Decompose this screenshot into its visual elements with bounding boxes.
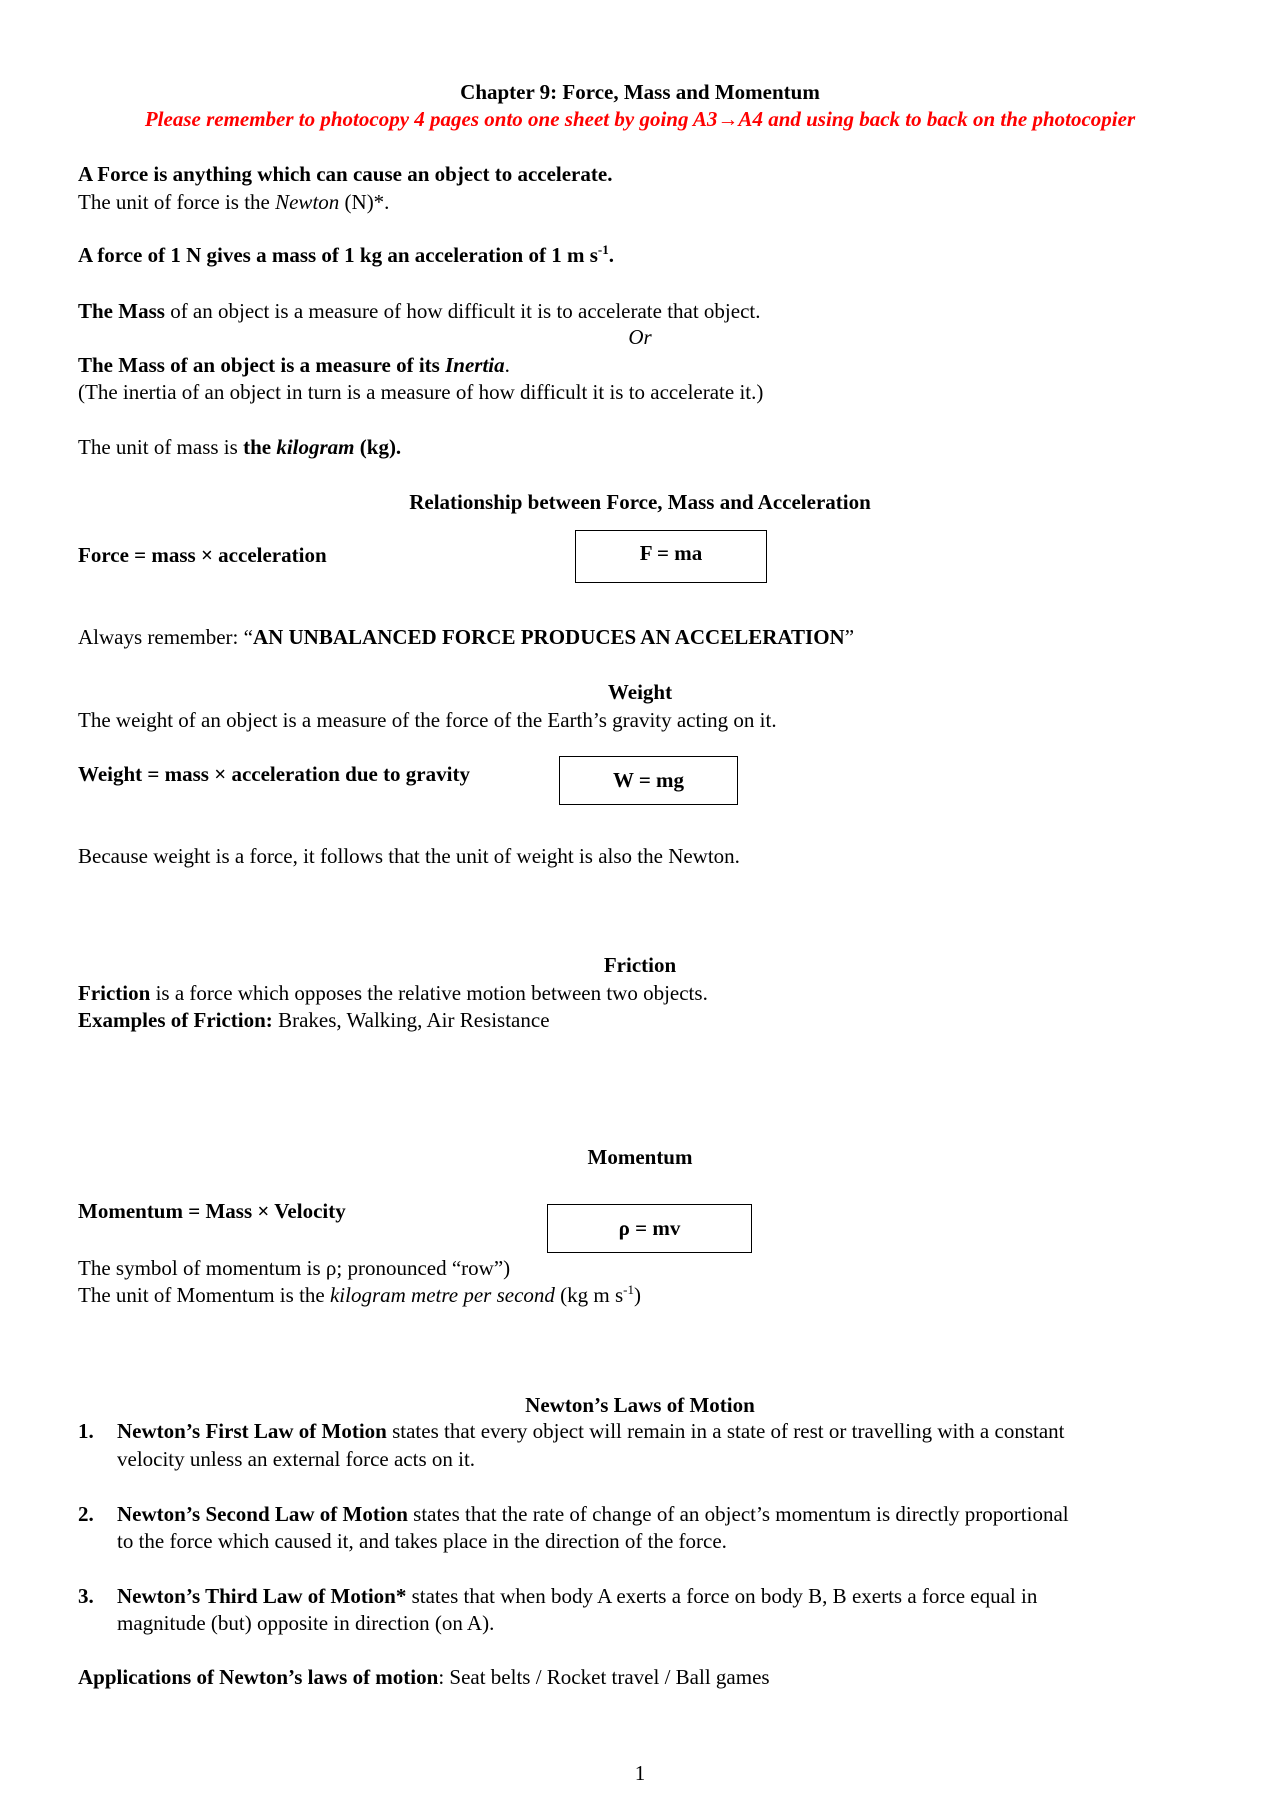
weight-unit: Because weight is a force, it follows that the unit of weight is also the Newton. [78,844,740,868]
friction-definition: Friction is a force which opposes the relative motion between two objects. [78,981,708,1005]
friction-examples: Examples of Friction: Brakes, Walking, Air Resistance [78,1008,550,1032]
momentum-unit: The unit of Momentum is the kilogram metre per second (kg m $s^{-1}$) [78,1282,641,1307]
relationship-heading: Relationship between Force, Mass and Acceleration [409,490,871,514]
force-definition: A Force is anything which can cause an object to accelerate. [78,162,613,186]
momentum-equation-text: Momentum = Mass × Velocity [78,1199,346,1223]
weight-equation-text: Weight = mass × acceleration due to gravity [78,762,470,786]
force-unit: The unit of force is the Newton (N)*. [78,190,390,214]
remember-text: Always remember: “AN UNBALANCED FORCE PRODUCES AN ACCELERATION” [78,625,855,649]
page-number: 1 [634,1761,646,1785]
photocopy-notice: Please remember to photocopy 4 pages onto one sheet by going A3→A4 and using back to back on the photocopier [144,107,1136,131]
force-equation-box: F = ma [575,530,767,583]
laws-heading: Newton’s Laws of Motion [525,1393,755,1417]
force-equation-text: Force = mass × acceleration [78,543,327,567]
momentum-heading: Momentum [587,1145,693,1169]
inertia-note: (The inertia of an object in turn is a measure of how difficult it is to accelerate it.) [78,380,764,404]
weight-heading: Weight [607,680,673,704]
page-title: Chapter 9: Force, Mass and Momentum [460,80,820,104]
mass-definition: The Mass of an object is a measure of how difficult it is to accelerate that object. [78,299,761,323]
weight-definition: The weight of an object is a measure of the force of the Earth’s gravity acting on it. [78,708,777,732]
mass-inertia: The Mass of an object is a measure of its Inertia. [78,353,510,377]
momentum-equation-box: ρ = mv [547,1204,752,1253]
one-newton-definition: A force of 1 N gives a mass of 1 kg an acceleration of 1 m $s^{-1}$. [78,242,614,267]
laws-applications: Applications of Newton’s laws of motion: Seat belts / Rocket travel / Ball games [78,1665,770,1689]
friction-heading: Friction [603,953,677,977]
momentum-symbol: The symbol of momentum is ρ; pronounced “row”) [78,1256,511,1280]
weight-equation-box: W = mg [559,756,738,805]
or-text: Or [628,325,652,349]
mass-unit: The unit of mass is the kilogram (kg). [78,435,402,459]
